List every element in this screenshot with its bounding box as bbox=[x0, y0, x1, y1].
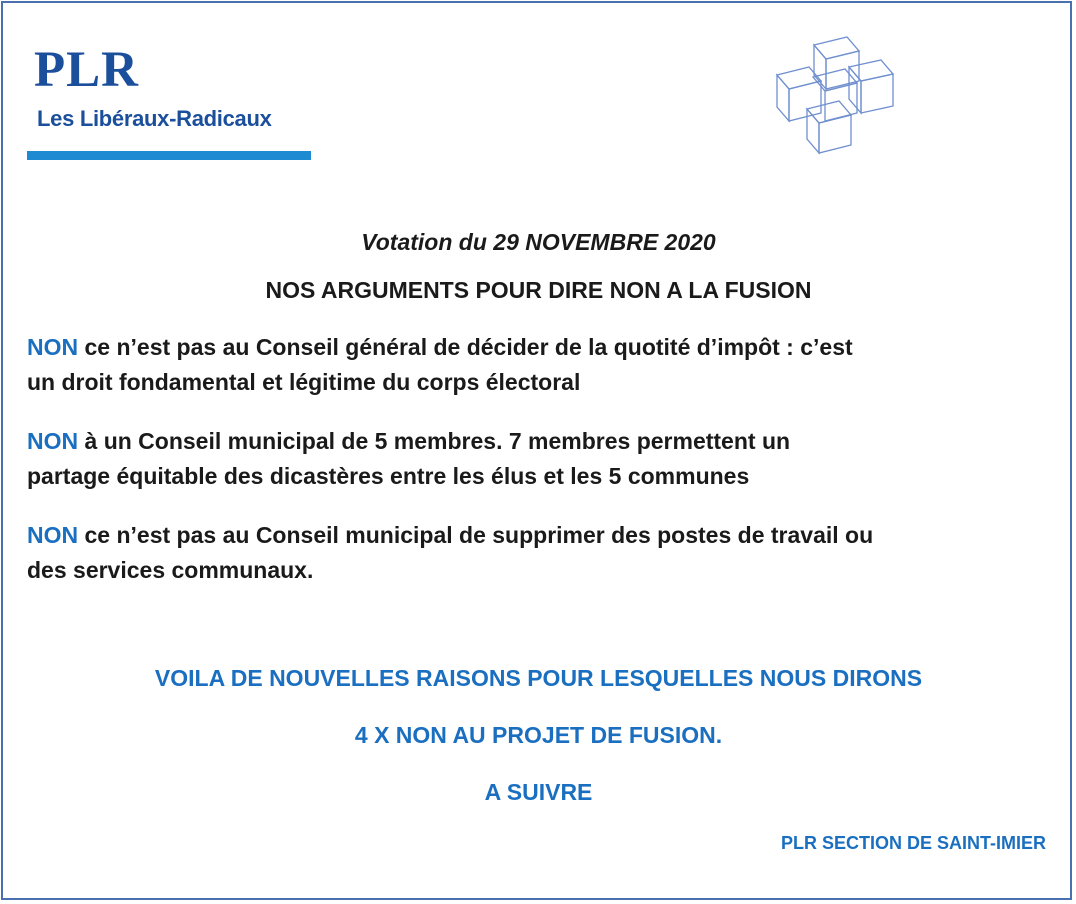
argument-text: ce n’est pas au Conseil municipal de supprimer des postes de travail ou bbox=[78, 522, 874, 548]
argument-2 bbox=[27, 424, 1067, 494]
non-keyword: NON bbox=[27, 428, 79, 454]
flyer-frame bbox=[1, 1, 1072, 900]
closing-line-3: A SUIVRE bbox=[484, 779, 593, 805]
argument-1 bbox=[27, 330, 1067, 400]
argument-text: ce n’est pas au Conseil général de décider de la quotité d’impôt : c’est bbox=[78, 334, 853, 360]
non-keyword: NON bbox=[27, 334, 79, 360]
signature: PLR SECTION DE SAINT-IMIER bbox=[780, 833, 1046, 853]
arguments-heading: NOS ARGUMENTS POUR DIRE NON A LA FUSION bbox=[265, 277, 812, 303]
closing-line-1: VOILA DE NOUVELLES RAISONS POUR LESQUELLES NOUS DIRONS bbox=[154, 665, 923, 691]
argument-text: à un Conseil municipal de 5 membres. 7 membres permettent un bbox=[78, 428, 791, 454]
swiss-cross-cubes-icon bbox=[769, 27, 899, 157]
argument-3 bbox=[27, 518, 1067, 588]
logo-underline-bar bbox=[27, 151, 311, 160]
non-keyword: NON bbox=[27, 522, 79, 548]
closing-line-2: 4 X NON AU PROJET DE FUSION. bbox=[354, 722, 723, 748]
logo-acronym: PLR bbox=[34, 42, 139, 98]
argument-text: partage équitable des dicastères entre les élus et les 5 communes bbox=[27, 463, 750, 489]
argument-text: un droit fondamental et légitime du corps électoral bbox=[27, 369, 581, 395]
vote-title: Votation du 29 NOVEMBRE 2020 bbox=[361, 229, 716, 255]
argument-text: des services communaux. bbox=[27, 557, 314, 583]
logo-tagline: Les Libéraux-Radicaux bbox=[37, 106, 272, 131]
